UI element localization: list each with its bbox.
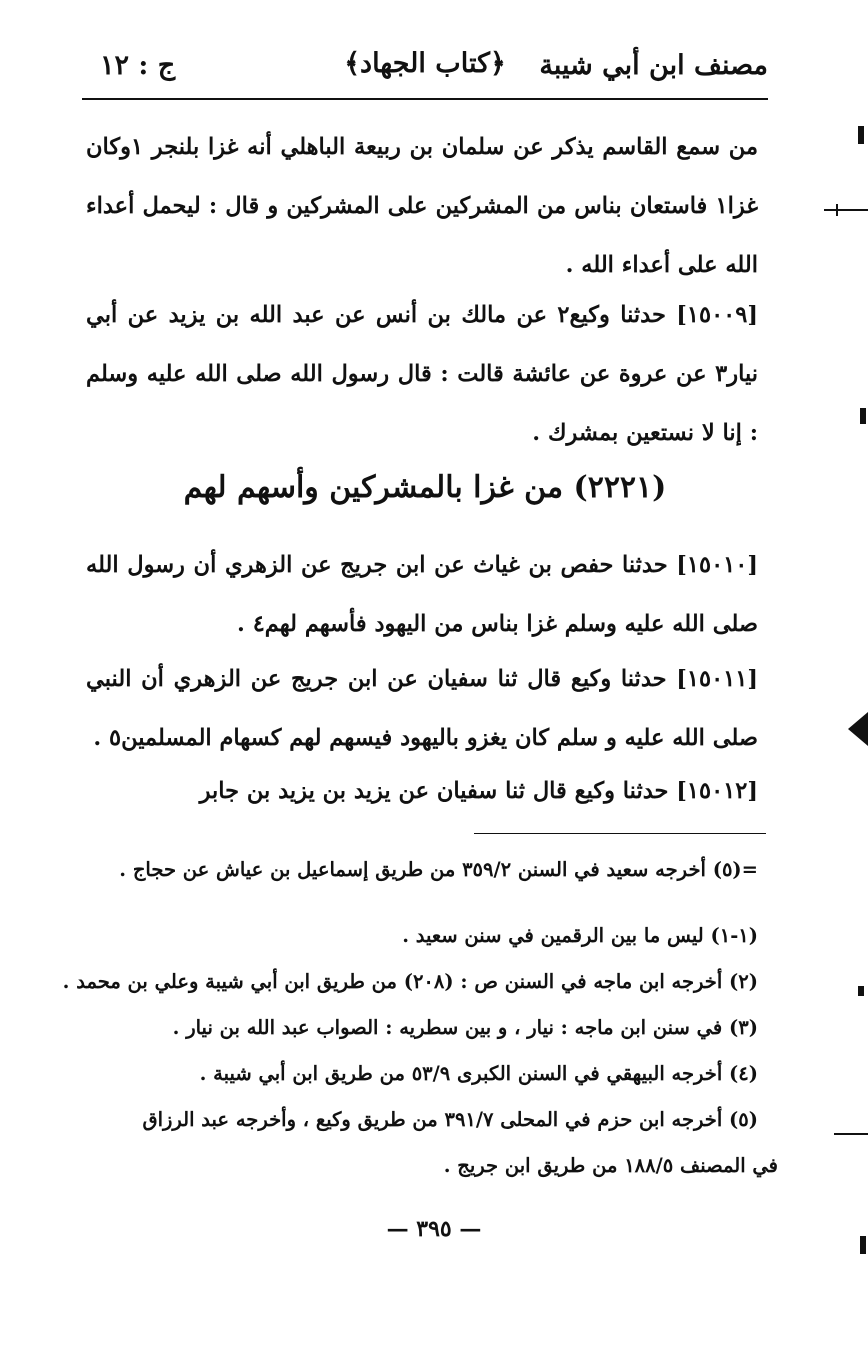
- footnote-5-continued: في المصنف ١٨٨/٥ من طريق ابن جريج .: [443, 1154, 778, 1177]
- hadith-15010: [١٥٠١٠] حدثنا حفص بن غياث عن ابن جريج عن الزهري أن رسول الله صلى الله عليه وسلم غزا بناس من اليهود فأسهم لهم٤ .: [86, 552, 758, 637]
- footnote-2: (٢) أخرجه ابن ماجه في السنن ص : (٢٠٨) من طريق ابن أبي شيبة وعلي بن محمد .: [62, 970, 758, 993]
- footnote-4: (٤) أخرجه البيهقي في السنن الكبرى ٥٣/٩ من طريق ابن أبي شيبة .: [199, 1062, 758, 1085]
- paragraph-continued: من سمع القاسم يذكر عن سلمان بن ربيعة الباهلي أنه غزا بلنجر ١وكان غزا١ فاستعان بناس من المشركين على المشركين و قال : ليحمل أعداء الله على أعداء الله .: [86, 134, 758, 278]
- hadith-15009: [١٥٠٠٩] حدثنا وكيع٢ عن مالك بن أنس عن عبد الله بن يزيد عن أبي نيار٣ عن عروة عن عائشة قالت : قال رسول الله صلى الله عليه وسلم : إنا لا نستعين بمشرك .: [86, 302, 758, 446]
- hadith-15012: [١٥٠١٢] حدثنا وكيع قال ثنا سفيان عن يزيد بن يزيد بن جابر: [199, 778, 758, 804]
- chapter-title: ﴿كتاب الجهاد﴾: [344, 48, 506, 79]
- scan-margin-mark: [848, 712, 868, 746]
- page-number: — ٣٩٥ —: [386, 1216, 482, 1242]
- footnote-rule: [474, 833, 766, 834]
- scan-margin-mark: [836, 204, 838, 216]
- scan-margin-mark: [824, 209, 868, 211]
- footnote-1: (١-١) ليس ما بين الرقمين في سنن سعيد .: [402, 924, 758, 947]
- scan-margin-mark: [858, 986, 864, 996]
- footnote-5: (٥) أخرجه ابن حزم في المحلى ٣٩١/٧ من طريق وكيع ، وأخرجه عبد الرزاق: [142, 1108, 758, 1131]
- section-heading: (٢٢٢١) من غزا بالمشركين وأسهم لهم: [183, 470, 667, 505]
- running-header: [82, 44, 768, 100]
- header-rule: [82, 98, 768, 100]
- scan-margin-mark: [860, 408, 866, 424]
- hadith-15011: [١٥٠١١] حدثنا وكيع قال ثنا سفيان عن ابن جريج عن الزهري أن النبي صلى الله عليه و سلم كان يغزو باليهود فيسهم لهم كسهام المسلمين٥ .: [86, 666, 758, 751]
- book-title: مصنف ابن أبي شيبة: [539, 50, 768, 81]
- volume-number: ج : ١٢: [100, 50, 176, 81]
- scan-margin-mark: [858, 126, 864, 144]
- footnote-3: (٣) في سنن ابن ماجه : نيار ، و بين سطريه : الصواب عبد الله بن نيار .: [172, 1016, 758, 1039]
- scan-margin-mark: [860, 1236, 866, 1254]
- footnote-continued: =(٥) أخرجه سعيد في السنن ٣٥٩/٢ من طريق إسماعيل بن عياش عن حجاج .: [119, 858, 758, 881]
- scan-margin-mark: [834, 1133, 868, 1135]
